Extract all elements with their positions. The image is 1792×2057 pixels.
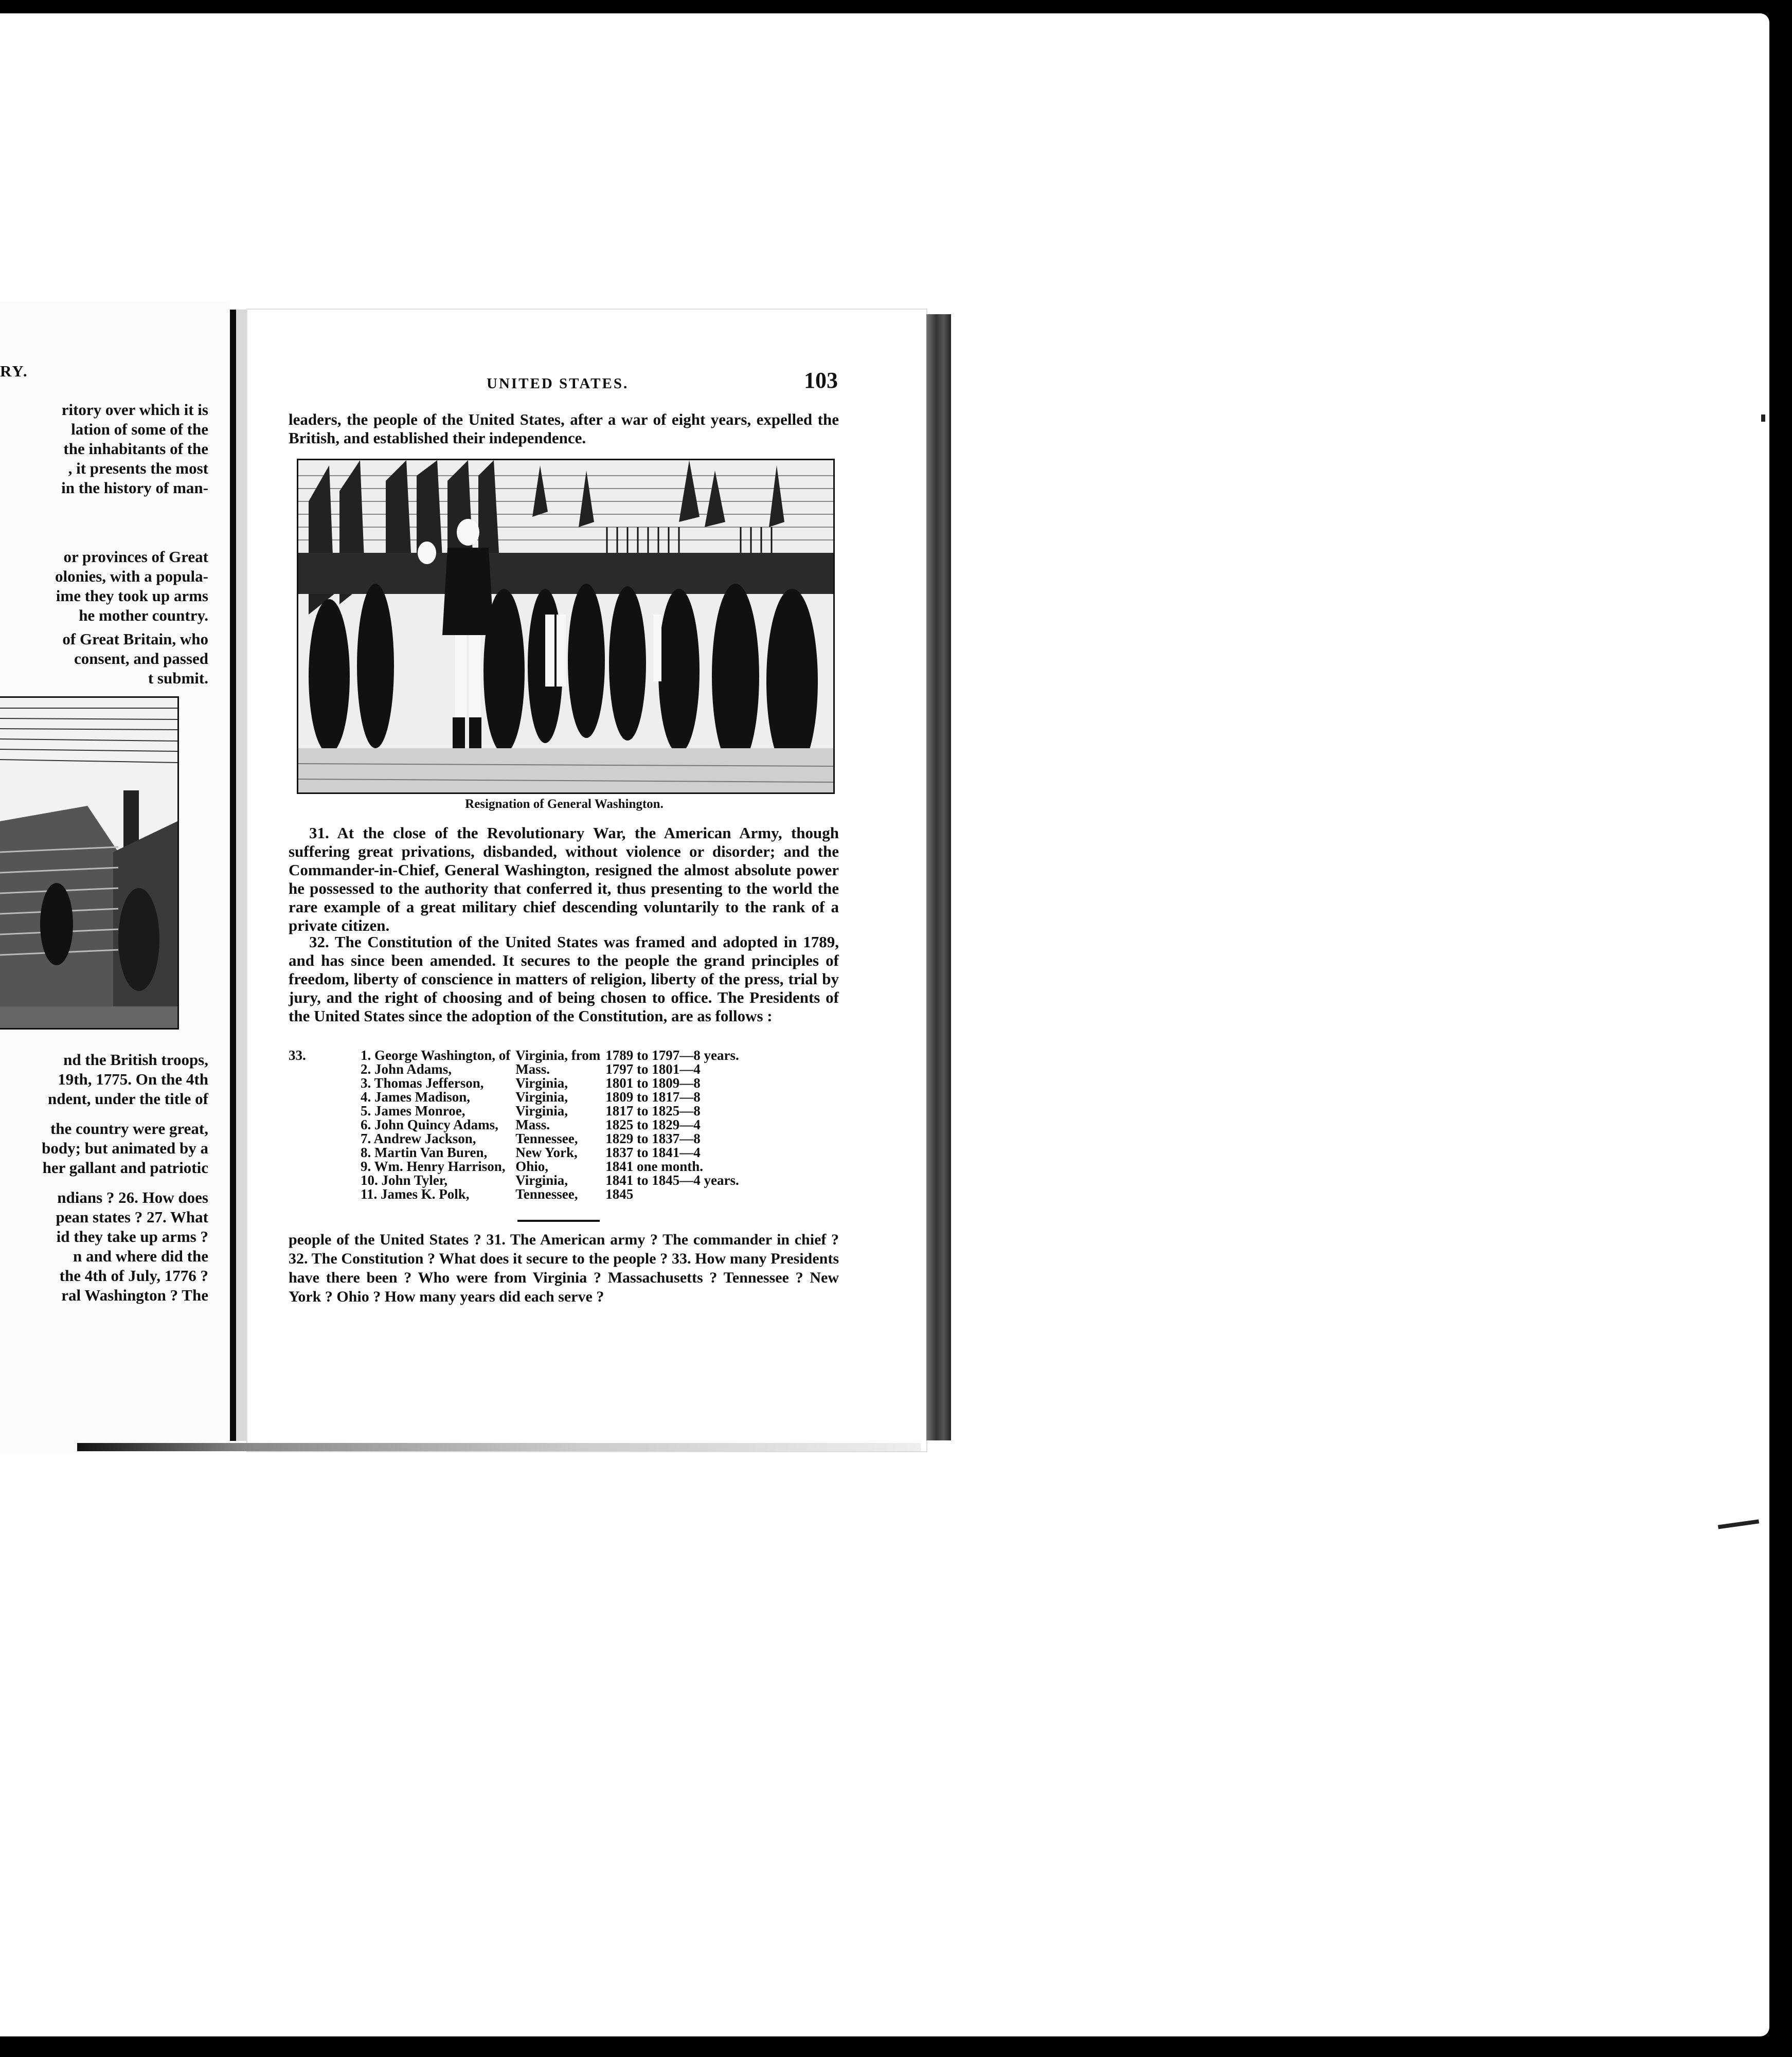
text-line: her gallant and patriotic (42, 1159, 208, 1177)
running-head: UNITED STATES. (487, 375, 629, 392)
text-line: the 4th of July, 1776 ? (59, 1267, 208, 1285)
gutter-shadow (230, 310, 236, 1441)
text-line: ime they took up arms (56, 587, 208, 605)
review-questions: people of the United States ? 31. The American army ? The commander in chief ? 32. The Constitution ? What does it secure to the people ? 33. How many Presidents have there been ? Who were from Virginia ? Massachusetts ? Tennessee ? New York ? Ohio ? How many years did each serve ? (289, 1231, 839, 1305)
text-line: pean states ? 27. What (56, 1208, 208, 1226)
president-name: 8. Martin Van Buren, (361, 1145, 488, 1160)
section-number: 33. (289, 1048, 306, 1063)
left-running-head: RY. (0, 362, 28, 380)
table-row (289, 1174, 744, 1187)
text-line: lation of some of the (71, 420, 208, 438)
president-name: 4. James Madison, (361, 1089, 471, 1105)
page-number: 103 (804, 368, 838, 393)
text-line: in the history of man- (61, 479, 208, 497)
president-term: 1801 to 1809—8 (605, 1075, 701, 1091)
paragraph-32: 32. The Constitution of the United States was framed and adopted in 1789, and has since been amended. It secures to the people the grand principles of freedom, liberty of conscience in matters of religion, liberty of the press, trial by jury, and the right of choosing and of being chosen to office. The Presidents of the United States since the adoption of the Constitution, are as follows : (289, 933, 839, 1025)
president-term: 1817 to 1825—8 (605, 1103, 701, 1118)
table-row (289, 1104, 744, 1118)
section-rule (517, 1220, 600, 1222)
president-state: Tennessee, (515, 1131, 578, 1146)
president-name: 7. Andrew Jackson, (361, 1131, 476, 1146)
left-text-block-b (0, 547, 208, 688)
table-row (289, 1132, 744, 1146)
woodcut-illustration (297, 459, 835, 794)
text-line: id they take up arms ? (56, 1228, 208, 1246)
president-term: 1809 to 1817—8 (605, 1089, 701, 1105)
scan-mark (1761, 414, 1765, 422)
text-line: body; but animated by a (42, 1139, 208, 1157)
president-term: 1789 to 1797—8 years. (605, 1048, 739, 1063)
text-line: of Great Britain, who (62, 630, 208, 648)
text-line: n and where did the (73, 1247, 208, 1265)
president-name: 3. Thomas Jefferson, (361, 1075, 484, 1091)
president-name: 6. John Quincy Adams, (361, 1117, 498, 1132)
president-state: Virginia, (515, 1075, 568, 1091)
page-103 (247, 310, 926, 1451)
intro-paragraph: leaders, the people of the United States, after a war of eight years, expelled the British, and established their independence. (289, 410, 839, 447)
text-line: , it presents the most (68, 459, 208, 477)
table-row (289, 1076, 744, 1090)
left-page (0, 301, 230, 1453)
table-row (289, 1187, 744, 1201)
text-line: olonies, with a popula- (55, 567, 208, 585)
text-line: ndians ? 26. How does (57, 1188, 208, 1206)
text-line: ritory over which it is (61, 401, 208, 419)
president-name: 2. John Adams, (361, 1061, 452, 1077)
text-line: ral Washington ? The (61, 1286, 208, 1304)
text-line: the country were great, (50, 1120, 208, 1138)
figure-caption: Resignation of General Washington. (465, 797, 664, 811)
president-term: 1797 to 1801—4 (605, 1061, 701, 1077)
president-state: Ohio, (515, 1159, 549, 1174)
text-line: or provinces of Great (63, 548, 208, 566)
paragraph-31: 31. At the close of the Revolutionary War, the American Army, though suffering great privations, disbanded, without violence or disorder; and the Commander-in-Chief, General Washington, resigned the almost absolute power he possessed to the authority that conferred it, thus presenting to the world the rare example of a great military chief descending voluntarily to the rank of a private citizen. (289, 824, 839, 934)
president-state: Virginia, (515, 1172, 568, 1188)
president-state: Mass. (515, 1061, 550, 1077)
scan-mark (1718, 1519, 1759, 1529)
president-term: 1825 to 1829—4 (605, 1117, 701, 1132)
president-name: 9. Wm. Henry Harrison, (361, 1159, 506, 1174)
president-state: Virginia, (515, 1103, 568, 1118)
scanned-sheet (0, 13, 1769, 2036)
text-line: t submit. (148, 669, 208, 687)
left-page-woodcut (0, 696, 179, 1030)
text-line: the inhabitants of the (63, 440, 208, 458)
president-state: Mass. (515, 1117, 550, 1132)
president-term: 1841 to 1845—4 years. (605, 1172, 739, 1188)
left-text-block-a (0, 400, 208, 498)
president-state: Tennessee, (515, 1186, 578, 1202)
text-line (0, 1109, 208, 1119)
president-state: Virginia, (515, 1089, 568, 1105)
president-name: 5. James Monroe, (361, 1103, 465, 1118)
president-term: 1845 (605, 1186, 634, 1202)
table-row (289, 1049, 744, 1062)
presidents-table (289, 1049, 744, 1201)
president-state: New York, (515, 1145, 578, 1160)
left-text-block-c (0, 1050, 208, 1305)
president-state: Virginia, from (515, 1048, 601, 1063)
president-term: 1841 one month. (605, 1159, 704, 1174)
table-row (289, 1160, 744, 1174)
table-row (289, 1118, 744, 1132)
text-line: nd the British troops, (63, 1051, 208, 1069)
book-bottom-edge (77, 1443, 921, 1451)
text-line: consent, and passed (74, 649, 208, 667)
president-term: 1837 to 1841—4 (605, 1145, 701, 1160)
text-line (0, 1178, 208, 1188)
text-line: he mother country. (79, 606, 208, 624)
text-line: 19th, 1775. On the 4th (58, 1070, 208, 1088)
text-line: ndent, under the title of (47, 1090, 208, 1108)
page-edge (926, 314, 951, 1440)
president-term: 1829 to 1837—8 (605, 1131, 701, 1146)
president-name: 11. James K. Polk, (361, 1186, 470, 1202)
president-name: 1. George Washington, of (361, 1048, 511, 1063)
president-name: 10. John Tyler, (361, 1172, 448, 1188)
table-row (289, 1090, 744, 1104)
table-row (289, 1062, 744, 1076)
table-row (289, 1146, 744, 1160)
